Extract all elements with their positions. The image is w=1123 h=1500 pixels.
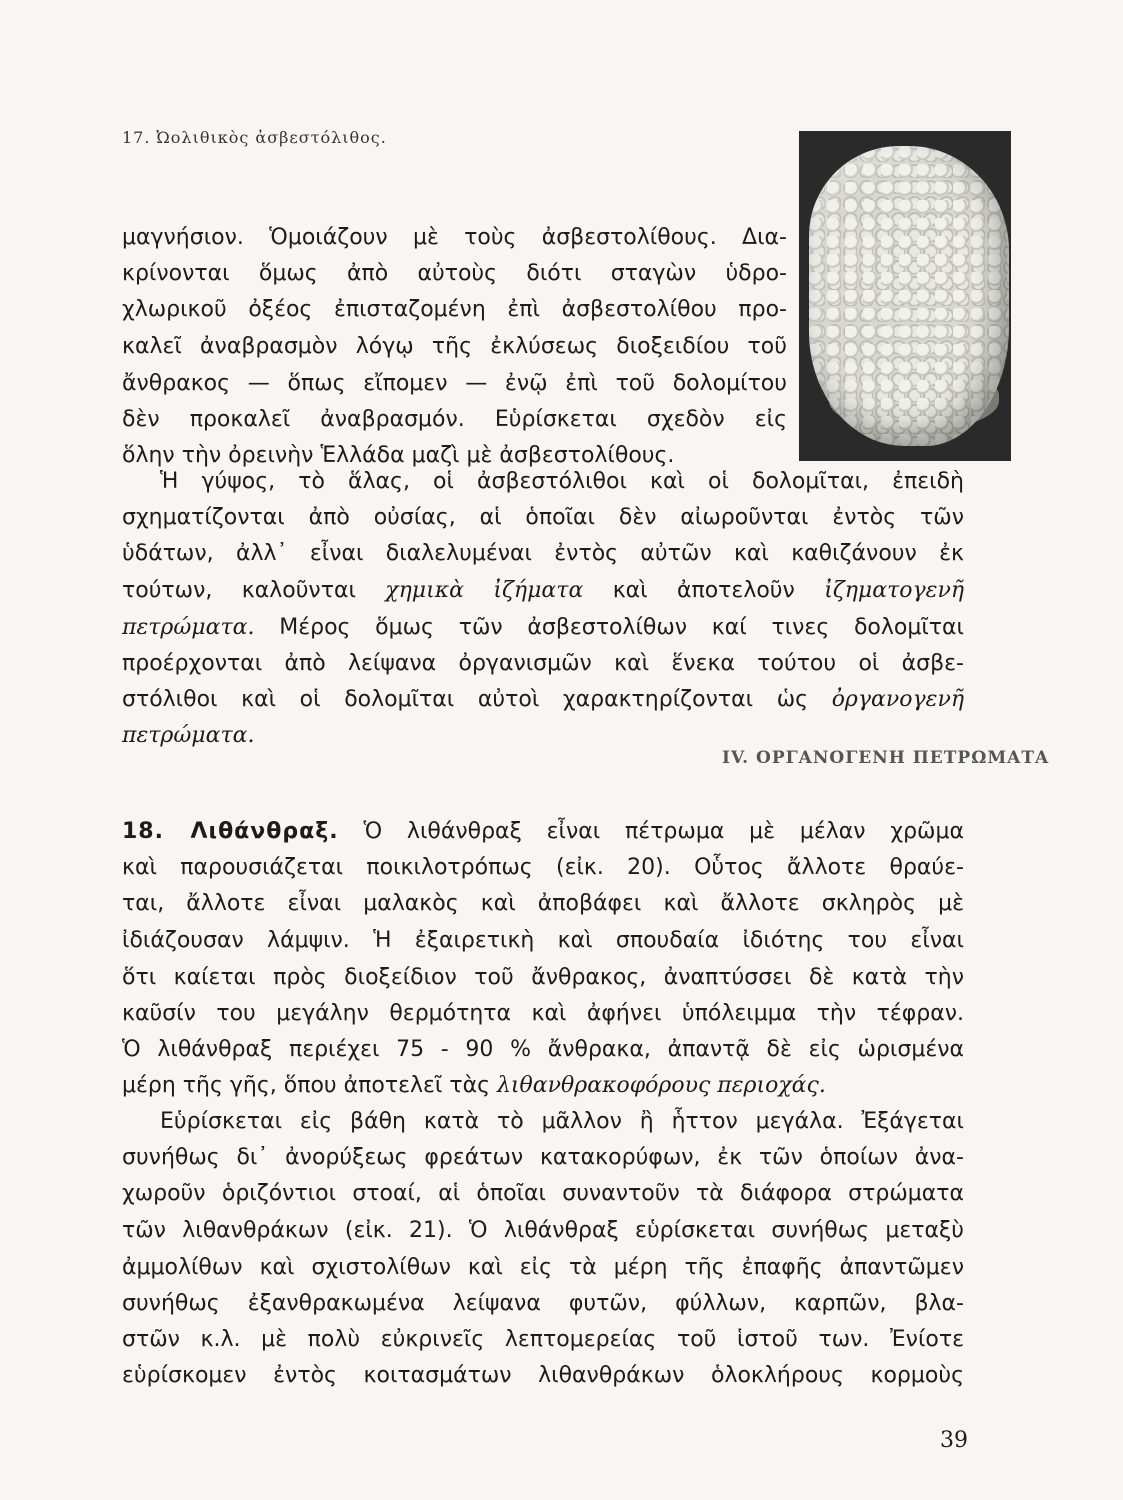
s18-line: ἰδιάζουσαν λάμψιν. Ἡ ἐξαιρετικὴ καὶ σπουδαία ἰδιότης του εἶναι: [122, 928, 964, 953]
s18-line: ὅτι καίεται πρὸς διοξείδιον τοῦ ἄνθρακος, ἀναπτύσσει δὲ κατὰ τὴν: [122, 965, 964, 990]
p2-line: Ἡ γύψος, τὸ ἅλας, οἱ ἀσβεστόλιθοι καὶ οἱ δολομῖται, ἐπειδὴ: [160, 469, 964, 494]
term-chemical-sediments: χημικὰ ἰζήματα: [385, 578, 584, 603]
p1-line: ἄνθρακος — ὅπως εἴπομεν — ἐνῷ ἐπὶ τοῦ δολομίτου: [122, 371, 787, 396]
p4-line: Εὑρίσκεται εἰς βάθη κατὰ τὸ μᾶλλον ἢ ἧττον μεγάλα. Ἐξάγεται: [160, 1109, 964, 1134]
term-organogenic: ὀργανογενῆ: [831, 687, 964, 712]
section-title: 18. Λιθάνθραξ.: [122, 819, 339, 844]
p4-line: ἀμμολίθων καὶ σχιστολίθων καὶ εἰς τὰ μέρη τῆς ἐπαφῆς ἀπαντῶμεν: [122, 1255, 964, 1280]
oolitic-limestone-photo: [799, 131, 1011, 461]
p2-line: σχηματίζονται ἀπὸ οὐσίας, αἱ ὁποῖαι δὲν αἰωροῦνται ἐντὸς τῶν: [122, 505, 964, 530]
s18-line: [122, 1069, 964, 1103]
s18-line: ται, ἄλλοτε εἶναι μαλακὸς καὶ ἀποβάφει καὶ ἄλλοτε σκληρὸς μὲ: [122, 891, 964, 916]
term-coal-regions: λιθανθρακοφόρους περιοχάς.: [496, 1073, 826, 1098]
p2-line: [122, 683, 964, 717]
p4-line: συνήθως δι᾿ ἀνορύξεως φρεάτων κατακορύφων, ἐκ τῶν ὁποίων ἀνα-: [122, 1145, 964, 1170]
term-rocks: πετρώματα.: [122, 615, 255, 640]
p1-line: δὲν προκαλεῖ ἀναβρασμόν. Εὑρίσκεται σχεδὸν εἰς: [122, 407, 787, 432]
p1-line: καλεῖ ἀναβρασμὸν λόγῳ τῆς ἐκλύσεως διοξειδίου τοῦ: [122, 334, 787, 359]
p4-line: εὑρίσκομεν ἐντὸς κοιτασμάτων λιθανθράκων ὁλοκλήρους κορμοὺς: [122, 1363, 964, 1388]
s18-line: καὶ παρουσιάζεται ποικιλοτρόπως (εἰκ. 20). Οὗτος ἄλλοτε θραύε-: [122, 855, 964, 880]
term-sedimentary: ἰζηματογενῆ: [824, 578, 964, 603]
s18-text: μέρη τῆς γῆς, ὅπου ἀποτελεῖ τὰς: [122, 1073, 490, 1098]
p2-line: [122, 611, 964, 645]
p1-line: κρίνονται ὅμως ἀπὸ αὐτοὺς διότι σταγὼν ὑδρο-: [122, 261, 787, 286]
p2-text: καὶ ἀποτελοῦν: [612, 578, 795, 603]
p4-line: χωροῦν ὁριζόντιοι στοαί, αἱ ὁποῖαι συναντοῦν τὰ διάφορα στρώματα: [122, 1181, 964, 1206]
p4-line: συνήθως ἐξανθρακωμένα λείψανα φυτῶν, φύλλων, καρπῶν, βλα-: [122, 1291, 964, 1316]
s18-text: Ὁ λιθάνθραξ εἶναι πέτρωμα μὲ μέλαν χρῶμα: [363, 819, 964, 844]
figure-caption: 17. Ὠολιθικὸς ἀσβεστόλιθος.: [122, 128, 387, 147]
s18-line: [122, 815, 964, 849]
page-number: 39: [940, 1428, 968, 1453]
p2-line: [122, 574, 964, 608]
term-rocks: πετρώματα.: [122, 723, 255, 748]
p1-line: μαγνήσιον. Ὁμοιάζουν μὲ τοὺς ἀσβεστολίθους. Δια-: [122, 225, 787, 250]
section-heading: IV. ΟΡΓΑΝΟΓΕΝΗ ΠΕΤΡΩΜΑΤΑ: [722, 748, 1050, 768]
p1-line: χλωρικοῦ ὀξέος ἐπισταζομένη ἐπὶ ἀσβεστολίθου προ-: [122, 297, 787, 322]
p2-text: Μέρος ὅμως τῶν ἀσβεστολίθων καί τινες δολομῖται: [279, 615, 964, 640]
p1-line: ὅλην τὴν ὀρεινὴν Ἑλλάδα μαζὶ μὲ ἀσβεστολίθους.: [122, 443, 675, 468]
p2-line: ὑδάτων, ἀλλ᾿ εἶναι διαλελυμέναι ἐντὸς αὐτῶν καὶ καθιζάνουν ἐκ: [122, 541, 964, 566]
p2-text: τούτων, καλοῦνται: [122, 578, 356, 603]
p2-text: στόλιθοι καὶ οἱ δολομῖται αὐτοὶ χαρακτηρίζονται ὡς: [122, 687, 809, 712]
p2-line: προέρχονται ἀπὸ λείψανα ὀργανισμῶν καὶ ἕνεκα τούτου οἱ ἀσβε-: [122, 651, 964, 676]
p4-line: στῶν κ.λ. μὲ πολὺ εὐκρινεῖς λεπτομερείας τοῦ ἱστοῦ των. Ἐνίοτε: [122, 1327, 964, 1352]
p4-line: τῶν λιθανθράκων (εἰκ. 21). Ὁ λιθάνθραξ εὑρίσκεται συνήθως μεταξὺ: [122, 1218, 964, 1243]
s18-line: Ὁ λιθάνθραξ περιέχει 75 - 90 % ἄνθρακα, ἀπαντᾷ δὲ εἰς ὡρισμένα: [122, 1037, 964, 1062]
rock-specimen: [809, 146, 1009, 446]
s18-line: καῦσίν του μεγάλην θερμότητα καὶ ἀφήνει ὑπόλειμμα τὴν τέφραν.: [122, 1001, 964, 1026]
